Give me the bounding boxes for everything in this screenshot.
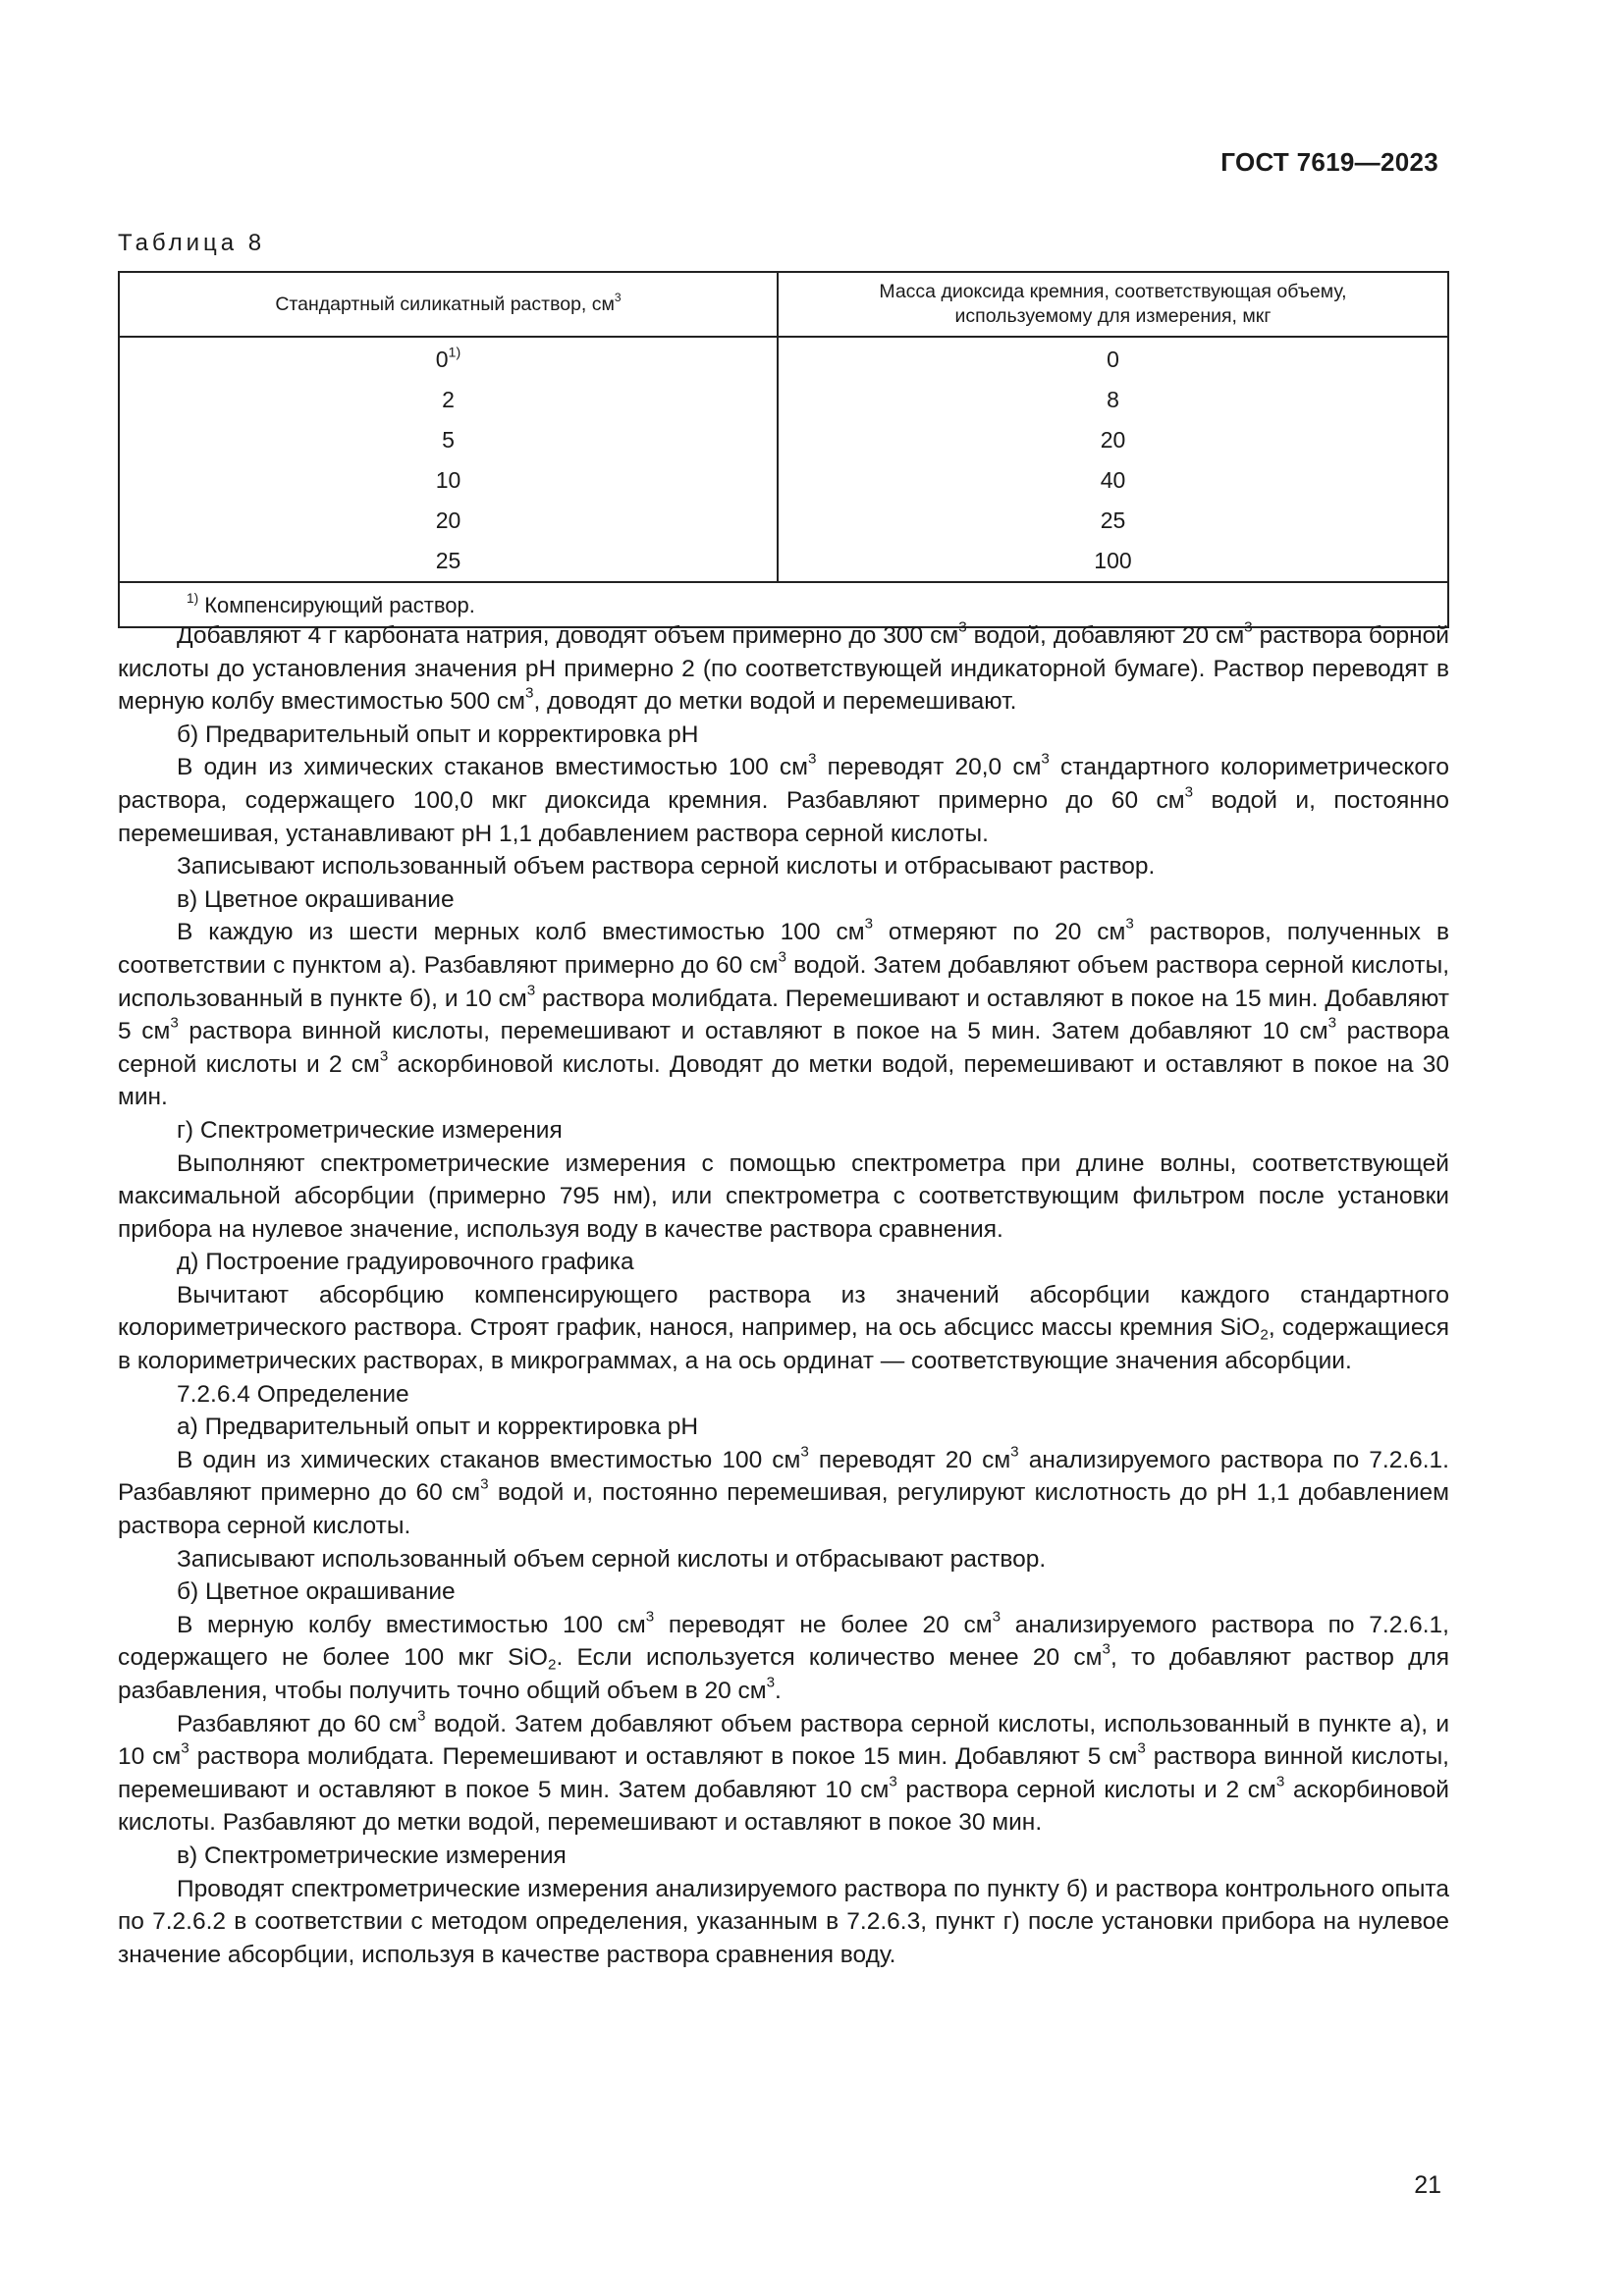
table-8 [118, 271, 1449, 628]
subsection-heading: г) Спектрометрические измерения [177, 1116, 563, 1144]
mass-cell: 25 [778, 501, 1448, 541]
subsection-heading: в) Цветное окрашивание [177, 885, 455, 913]
mass-cell: 100 [778, 541, 1448, 582]
table-footnote: $^{1)}$ Компенсирующий раствор. [119, 582, 1448, 627]
subsection-heading: а) Предварительный опыт и корректировка pH [177, 1414, 699, 1441]
table-header-row [119, 272, 1448, 337]
paragraph: В каждую из шести мерных колб вместимостью 100 $см^3$ отмеряют по 20 $см^3$ растворов, полученных в соответствии с пунктом а). Разбавляют примерно до 60 $см^3$ водой. Затем добавляют объем раствора серной кислоты, использованный в пункте б), и 10 $см^3$ раствора молибдата. Перемешивают и оставляют в покое на 15 мин. Добавляют 5 $см^3$ раствора винной кислоты, перемешивают и оставляют в покое на 5 мин. Затем добавляют 10 $см^3$ раствора серной кислоты и 2 $см^3$ аскорбиновой кислоты. Доводят до метки водой, перемешивают и оставляют в покое на 30 мин. [118, 915, 1449, 1111]
mass-cell: 20 [778, 420, 1448, 460]
volume-cell: 2 [119, 380, 778, 420]
paragraph: Добавляют 4 г карбоната натрия, доводят объем примерно до 300 $см^3$ водой, добавляют 20 $см^3$ раствора борной кислоты до установления значения pH примерно 2 (по соответствующей индикаторной бумаге). Раствор переводят в мерную колбу вместимостью 500 $см^3$, доводят до метки водой и перемешивают. [118, 618, 1449, 716]
mass-cell: 40 [778, 460, 1448, 501]
paragraph: В один из химических стаканов вместимостью 100 $см^3$ переводят 20 $см^3$ анализируемого раствора по 7.2.6.1. Разбавляют примерно до 60 $см^3$ водой и, постоянно перемешивая, регулируют кислотность до pH 1,1 добавлением раствора серной кислоты. [118, 1443, 1449, 1540]
section-heading: 7.2.6.4 Определение [177, 1380, 409, 1408]
volume-cell: 10 [119, 460, 778, 501]
col-header-volume: Стандартный силикатный раствор, $см^3$ [119, 272, 778, 337]
table-row [119, 501, 1448, 541]
subsection-heading: б) Предварительный опыт и корректировка pH [177, 721, 699, 748]
table-row [119, 541, 1448, 582]
table-row [119, 420, 1448, 460]
paragraph: В один из химических стаканов вместимостью 100 $см^3$ переводят 20,0 $см^3$ стандартного колориметрического раствора, содержащего 100,0 мкг диоксида кремния. Разбавляют примерно до 60 $см^3$ водой и, постоянно перемешивая, устанавливают pH 1,1 добавлением раствора серной кислоты. [118, 750, 1449, 847]
paragraph: Вычитают абсорбцию компенсирующего раствора из значений абсорбции каждого стандартного колориметрического раствора. Строят график, нанося, например, на ось абсцисс массы кремния SiO$_2$, содержащиеся в колориметрических растворах, в микрограммах, а на ось ординат — соответствующие значения абсорбции. [118, 1281, 1449, 1375]
volume-cell: 20 [119, 501, 778, 541]
table-row [119, 380, 1448, 420]
mass-cell: 0 [778, 337, 1448, 380]
table-row [119, 337, 1448, 380]
subsection-heading: д) Построение градуировочного графика [177, 1249, 634, 1276]
paragraph: Проводят спектрометрические измерения анализируемого раствора по пункту б) и раствора контрольного опыта по 7.2.6.2 в соответствии с методом определения, указанным в 7.2.6.3, пункт г) после установки прибора на нулевое значение абсорбции, используя в качестве раствора сравнения воду. [118, 1875, 1449, 1968]
body-text [118, 619, 1449, 1971]
subsection-heading: б) Цветное окрашивание [177, 1578, 456, 1606]
page-number: 21 [1414, 2171, 1441, 2199]
mass-cell: 8 [778, 380, 1448, 420]
table-caption: Таблица 8 [118, 230, 266, 256]
paragraph: Разбавляют до 60 $см^3$ водой. Затем добавляют объем раствора серной кислоты, использованный в пункте а), и 10 $см^3$ раствора молибдата. Перемешивают и оставляют в покое 15 мин. Добавляют 5 $см^3$ раствора винной кислоты, перемешивают и оставляют в покое 5 мин. Затем добавляют 10 $см^3$ раствора серной кислоты и 2 $см^3$ аскорбиновой кислоты. Разбавляют до метки водой, перемешивают и оставляют в покое 30 мин. [118, 1707, 1449, 1837]
paragraph: В мерную колбу вместимостью 100 $см^3$ переводят не более 20 $см^3$ анализируемого раствора по 7.2.6.1, содержащего не более 100 мкг SiO$_2$. Если используется количество менее 20 $см^3$, то добавляют раствор для разбавления, чтобы получить точно общий объем в 20 $см^3$. [118, 1608, 1449, 1704]
volume-cell: 0$^{1)}$ [119, 337, 778, 380]
table-row [119, 460, 1448, 501]
paragraph: Выполняют спектрометрические измерения с помощью спектрометра при длине волны, соответствующей максимальной абсорбции (примерно 795 нм), или спектрометра с соответствующим фильтром после установки прибора на нулевое значение, используя воду в качестве раствора сравнения. [118, 1149, 1449, 1243]
volume-cell: 25 [119, 541, 778, 582]
volume-cell: 5 [119, 420, 778, 460]
col-header-mass: Масса диоксида кремния, соответствующая объему, используемому для измерения, мкг [778, 272, 1448, 337]
paragraph: Записывают использованный объем серной кислоты и отбрасывают раствор. [177, 1545, 1047, 1573]
paragraph: Записывают использованный объем раствора серной кислоты и отбрасывают раствор. [177, 853, 1156, 881]
document-id: ГОСТ 7619—2023 [1220, 147, 1438, 177]
subsection-heading: в) Спектрометрические измерения [177, 1842, 567, 1869]
